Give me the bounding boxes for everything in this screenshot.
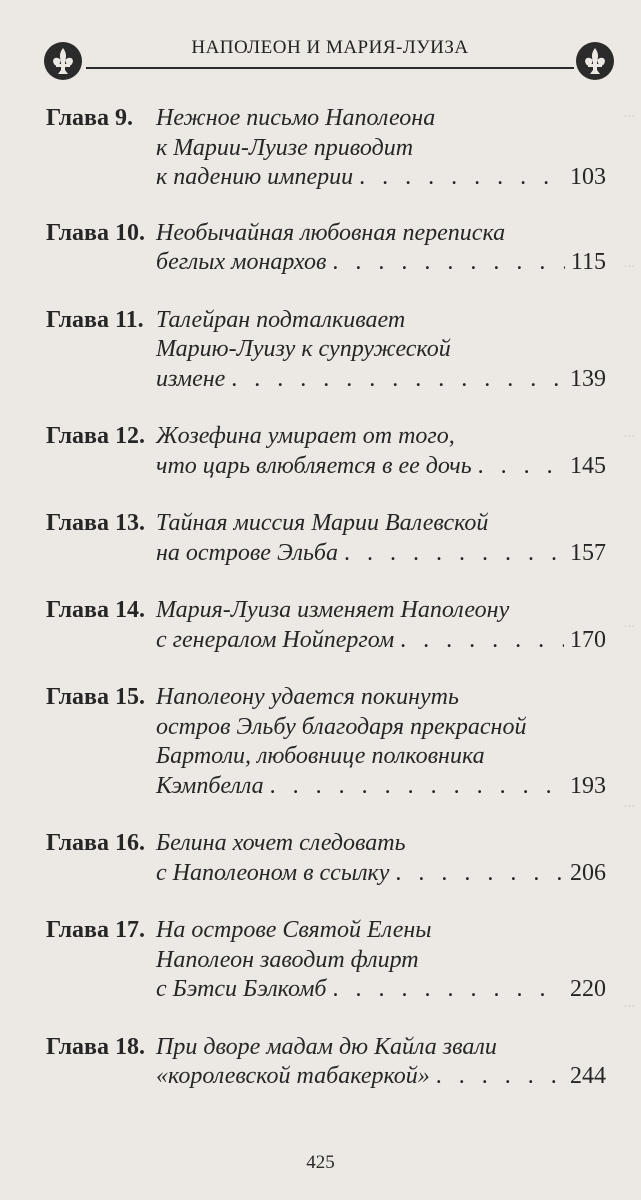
title-last-line <box>156 772 606 802</box>
show-through-text: ... ... ... ... ... ... <box>623 105 635 1011</box>
dot-leader <box>270 772 564 802</box>
page-number: 220 <box>570 976 606 1002</box>
dot-leader <box>332 248 565 278</box>
dot-leader <box>395 859 564 889</box>
title-line: Мария-Луиза изменяет Наполеону <box>156 597 510 623</box>
fleur-de-lis-icon <box>42 40 84 82</box>
chapter-title <box>156 916 606 1005</box>
dot-leader <box>344 539 564 569</box>
chapter-title <box>156 683 606 801</box>
title-line: Тайная миссия Марии Валевской <box>156 510 489 536</box>
title-last-line <box>156 1062 606 1092</box>
title-line: Жозефина умирает от того, <box>156 423 455 449</box>
fleur-de-lis-icon <box>574 40 616 82</box>
title-line: с Наполеоном в ссылку <box>156 859 390 886</box>
title-last-line <box>156 365 606 395</box>
running-header <box>42 28 602 88</box>
title-line: На острове Святой Елены <box>156 917 432 943</box>
chapter-title <box>156 509 606 568</box>
title-line: Наполеон заводит флирт <box>156 946 419 973</box>
chapter-title <box>156 596 606 655</box>
table-of-contents <box>46 104 606 1092</box>
title-line: с генералом Нойпергом <box>156 626 395 653</box>
toc-entry <box>46 422 606 481</box>
title-line: Нежное письмо Наполеона <box>156 105 436 131</box>
title-line: что царь влюбляется в ее дочь <box>156 452 472 479</box>
chapter-title <box>156 104 606 193</box>
title-last-line <box>156 859 606 889</box>
chapter-title <box>156 422 606 481</box>
chapter-label: Глава 14. <box>46 597 145 623</box>
dot-leader <box>478 452 564 482</box>
toc-entry <box>46 1033 606 1092</box>
title-line: на острове Эльба <box>156 539 338 566</box>
running-title: НАПОЛЕОН И МАРИЯ-ЛУИЗА <box>191 37 469 58</box>
page-number: 206 <box>570 859 606 886</box>
dot-leader <box>359 163 564 193</box>
chapter-label: Глава 9. <box>46 105 133 131</box>
title-line: Белина хочет следовать <box>156 830 406 856</box>
page-number: 157 <box>570 539 606 566</box>
chapter-title <box>156 829 606 888</box>
chapter-label: Глава 15. <box>46 684 145 710</box>
toc-entry <box>46 306 606 395</box>
chapter-title <box>156 1033 606 1092</box>
page-number: 115 <box>570 249 606 275</box>
chapter-label: Глава 12. <box>46 423 145 449</box>
title-last-line <box>156 626 606 656</box>
toc-entry <box>46 509 606 568</box>
title-line: При дворе мадам дю Кайла звали <box>156 1033 497 1060</box>
title-last-line <box>156 163 606 193</box>
title-last-line <box>156 248 606 278</box>
dot-leader <box>231 365 564 395</box>
dot-leader <box>436 1062 564 1092</box>
chapter-title <box>156 219 606 278</box>
page-number: 170 <box>570 626 606 653</box>
title-line: остров Эльбу благодаря прекрасной <box>156 713 527 740</box>
title-line: беглых монархов <box>156 249 327 275</box>
page-number: 145 <box>570 452 606 479</box>
chapter-label: Глава 11. <box>46 306 144 333</box>
title-line: Талейран подталкивает <box>156 306 406 333</box>
title-line: измене <box>156 365 226 392</box>
chapter-label: Глава 16. <box>46 830 145 856</box>
page-number: 139 <box>570 365 606 392</box>
chapter-label: Глава 13. <box>46 510 145 536</box>
chapter-label: Глава 10. <box>46 219 145 246</box>
dot-leader <box>332 975 564 1005</box>
title-line: Необычайная любовная переписка <box>156 219 506 246</box>
page-number: 244 <box>570 1063 606 1089</box>
title-last-line <box>156 452 606 482</box>
title-line: Марию-Луизу к супружеской <box>156 336 451 362</box>
toc-entry <box>46 683 606 801</box>
toc-entry <box>46 104 606 193</box>
page-number: 193 <box>570 772 606 799</box>
title-last-line <box>156 975 606 1005</box>
toc-entry <box>46 829 606 888</box>
chapter-label: Глава 18. <box>46 1033 145 1060</box>
title-line: Бартоли, любовнице полковника <box>156 743 485 769</box>
toc-entry <box>46 916 606 1005</box>
chapter-title <box>156 306 606 395</box>
folio-page-number: 425 <box>306 1152 335 1173</box>
toc-entry <box>46 219 606 278</box>
dot-leader <box>400 626 564 656</box>
title-line: к падению империи <box>156 164 354 190</box>
title-line: к Марии-Луизе приводит <box>156 134 414 161</box>
header-rule <box>86 67 574 69</box>
title-last-line <box>156 539 606 569</box>
toc-entry <box>46 596 606 655</box>
page-number: 103 <box>570 164 606 190</box>
title-line: Кэмпбелла <box>156 772 264 799</box>
title-line: «королевской табакеркой» <box>156 1063 430 1089</box>
title-line: Наполеону удается покинуть <box>156 684 459 710</box>
chapter-label: Глава 17. <box>46 917 145 943</box>
title-line: с Бэтси Бэлкомб <box>156 976 327 1002</box>
